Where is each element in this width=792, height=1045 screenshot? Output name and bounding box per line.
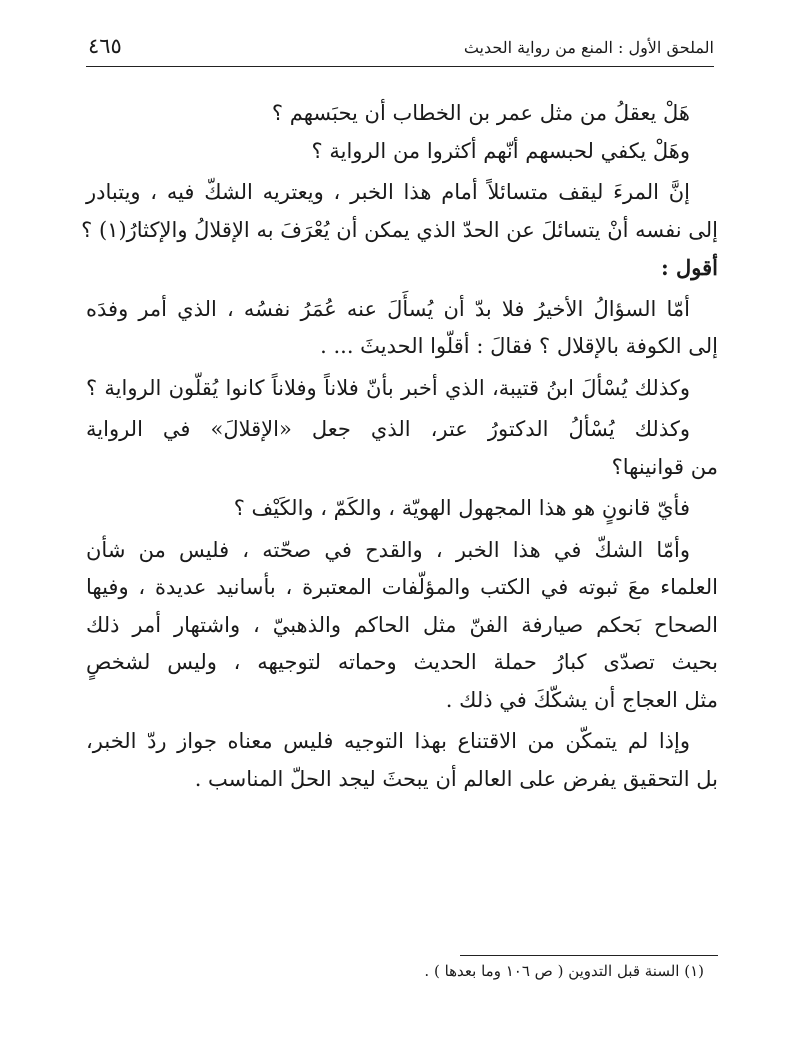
paragraph <box>86 249 718 287</box>
text-line: وأمّا الشكّ في هذا الخبر ، والقدح في صحّته ، فليس من شأن <box>86 537 690 562</box>
footnote-separator <box>460 955 718 956</box>
paragraph <box>86 95 718 133</box>
text-line: فأيّ قانونٍ هو هذا المجهول الهويّة ، والكَمّ ، والكَيْف ؟ <box>233 496 690 520</box>
text-line: أمّا السؤالُ الأخيرُ فلا بدّ أن يُسأَلَ عنه عُمَرُ نفسُه ، الذي أمر وفدَه <box>86 296 690 321</box>
paragraph <box>86 490 718 528</box>
text-line: مثل العجاج أن يشكّكَ في ذلك . <box>445 687 718 712</box>
text-line: وإذا لم يتمكّن من الاقتناع بهذا التوجيه فليس معناه جواز ردّ الخبر، <box>86 729 690 753</box>
text-line: وكذلك يُسْألَ ابنُ قتيبة، الذي أخبر بأنّ فلاناً وفلاناً كانوا يُقلّون الرواية ؟ <box>86 375 690 400</box>
text-line: بحيث تصدّى كبارُ حملة الحديث وحماته لتوجيهه ، وليس لشخصٍ <box>86 650 718 674</box>
text-line: الصحاح بَحكم صيارفة الفنّ مثل الحاكم والذهبيّ ، واشتهار أمر ذلك <box>86 612 718 637</box>
main-text <box>81 95 718 798</box>
text-line: وهَلْ يكفي لحبسهم أنّهم أكثروا من الرواية ؟ <box>311 138 690 163</box>
text-line: إلى الكوفة بالإقلال ؟ فقالَ : أقلّوا الحديثَ ... . <box>320 334 718 358</box>
text-line: العلماء معَ ثبوته في الكتب والمؤلّفات المعتبرة ، بأسانيد عديدة ، وفيها <box>86 575 718 599</box>
text-line: إلى نفسه أنْ يتسائلَ عن الحدّ الذي يمكن أن يُعْرَفَ به الإقلالُ والإكثارُ(١) ؟ <box>81 217 718 242</box>
section-heading: أقول : <box>660 255 718 280</box>
paragraph <box>86 291 718 366</box>
paragraph <box>86 411 718 486</box>
footnote: (١) السنة قبل التدوين ( ص ١٠٦ وما بعدها ) . <box>424 962 704 980</box>
text-line: إنَّ المرءَ ليقف متسائلاً أمام هذا الخبر ، ويعتريه الشكّ فيه ، ويتبادر <box>86 180 690 204</box>
paragraph <box>86 532 718 720</box>
paragraph <box>86 370 718 408</box>
text-line: بل التحقيق يفرض على العالم أن يبحثَ ليجد الحلّ المناسب . <box>194 766 718 791</box>
text-line: من قوانينها؟ <box>611 454 718 479</box>
running-title: الملحق الأول : المنع من رواية الحديث <box>463 38 714 57</box>
text-line: وكذلك يُسْألُ الدكتورُ عتر، الذي جعل «الإقلالَ» في الرواية <box>86 417 690 441</box>
text-line: هَلْ يعقلُ من مثل عمر بن الخطاب أن يحبَسهم ؟ <box>271 101 690 125</box>
page-number: ٤٦٥ <box>88 34 122 58</box>
paragraph <box>86 133 718 171</box>
page-header <box>86 22 714 67</box>
paragraph <box>86 723 718 798</box>
paragraph <box>81 174 718 249</box>
